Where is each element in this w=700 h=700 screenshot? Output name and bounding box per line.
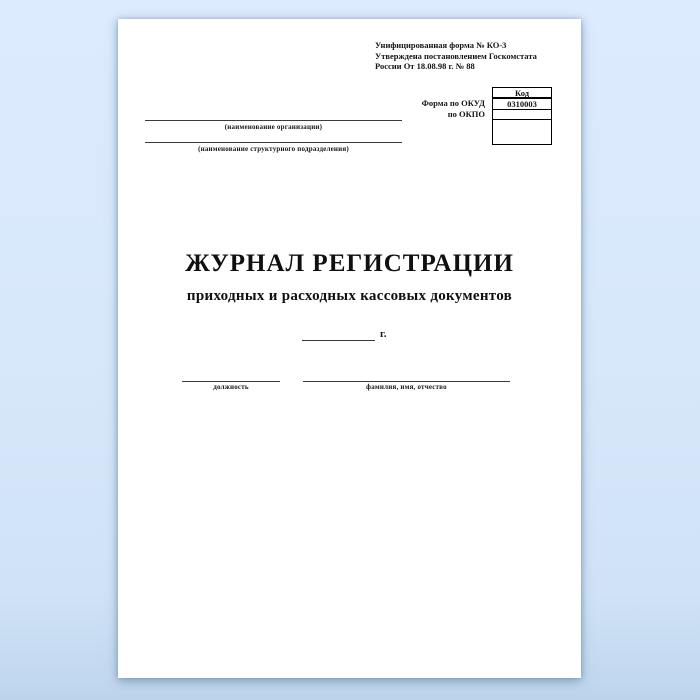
unified-form-number: Унифицированная форма № КО-3 — [375, 40, 507, 50]
fullname-blank-line — [303, 381, 510, 382]
okud-label: Форма по ОКУД — [421, 98, 485, 108]
organization-name-caption: (наименование организации) — [224, 123, 323, 131]
code-table-header: Код — [493, 88, 551, 99]
document-title: ЖУРНАЛ РЕГИСТРАЦИИ — [185, 250, 514, 277]
okpo-code-cell — [493, 110, 551, 120]
document-subtitle: приходных и расходных кассовых документов — [186, 288, 513, 304]
approval-date-line: России От 18.08.98 г. № 88 — [375, 61, 475, 71]
okud-code-cell: 0310003 — [493, 99, 551, 110]
form-approval-note — [375, 40, 575, 72]
fullname-caption: фамилия, имя, отчество — [366, 383, 447, 391]
year-field — [302, 328, 387, 341]
organization-name-line — [145, 120, 402, 121]
extra-code-cell — [493, 120, 551, 144]
year-blank-line — [302, 329, 375, 341]
position-blank-line — [182, 381, 280, 382]
structural-unit-caption: (наименование структурного подразделения) — [198, 145, 349, 153]
approval-line: Утверждена постановлением Госкомстата — [375, 50, 537, 61]
code-table — [492, 87, 552, 145]
okpo-label: по ОКПО — [447, 109, 485, 119]
form-page — [118, 19, 581, 678]
year-suffix-label: г. — [380, 328, 387, 340]
structural-unit-line — [145, 142, 402, 143]
position-caption: должность — [213, 383, 249, 391]
